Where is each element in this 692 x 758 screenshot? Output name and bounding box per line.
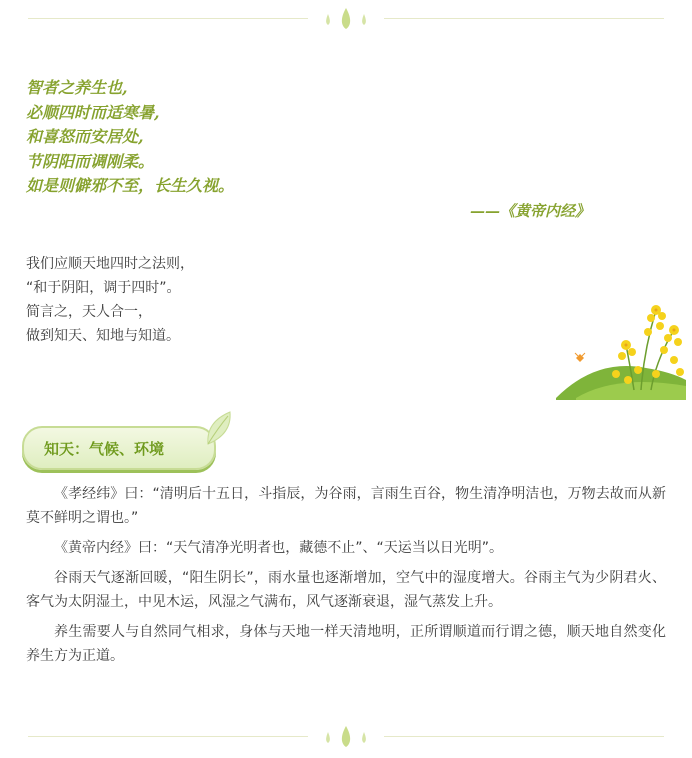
divider-line-left bbox=[28, 736, 308, 737]
paragraph: 《黄帝内经》曰：“天气清净光明者也，藏德不止”、“天运当以日光明”。 bbox=[54, 540, 504, 556]
top-divider bbox=[0, 6, 692, 32]
section-badge bbox=[22, 426, 216, 470]
poem-line: 智者之养生也, bbox=[26, 78, 128, 97]
divider-line-right bbox=[384, 736, 664, 737]
poem-line: 和喜怒而安居处, bbox=[26, 127, 144, 146]
poem-line: 必顺四时而适寒暑, bbox=[26, 102, 160, 122]
water-drops-icon bbox=[320, 724, 372, 750]
leaf-icon bbox=[204, 410, 234, 446]
poem-quote bbox=[26, 76, 626, 199]
intro-line: 做到知天、知地与知道。 bbox=[26, 328, 180, 344]
poem-source: ——《黄帝内经》 bbox=[470, 202, 591, 220]
intro-line: “和于阴阳，调于四时”。 bbox=[26, 280, 181, 296]
bottom-divider bbox=[0, 724, 692, 750]
intro-line: 简言之，天人合一， bbox=[26, 304, 152, 320]
section-title: 知天：气候、环境 bbox=[44, 440, 165, 458]
paragraph: 谷雨天气逐渐回暖，“阳生阴长”，雨水量也逐渐增加，空气中的湿度增大。谷雨主气为少阴君火、客气为太阴湿土，中见木运，风湿之气满布，风气逐渐衰退，湿气蒸发上升。 bbox=[26, 570, 666, 610]
article-body bbox=[26, 482, 666, 674]
poem-line: 如是则僻邪不至，长生久视。 bbox=[26, 176, 235, 195]
rapeseed-flowers-icon bbox=[556, 290, 686, 400]
divider-line-left bbox=[28, 18, 308, 19]
paragraph: 养生需要人与自然同气相求，身体与天地一样天清地明，正所谓顺道而行谓之德，顺天地自然变化养生方为正道。 bbox=[26, 624, 666, 664]
intro-text bbox=[26, 252, 194, 348]
poem-line: 节阴阳而调刚柔。 bbox=[26, 151, 155, 171]
divider-line-right bbox=[384, 18, 664, 19]
paragraph: 《孝经纬》曰：“清明后十五日，斗指辰，为谷雨，言雨生百谷，物生清净明洁也，万物去故而从新莫不鲜明之谓也。” bbox=[26, 486, 666, 526]
intro-line: 我们应顺天地四时之法则， bbox=[26, 256, 194, 272]
water-drops-icon bbox=[320, 6, 372, 32]
